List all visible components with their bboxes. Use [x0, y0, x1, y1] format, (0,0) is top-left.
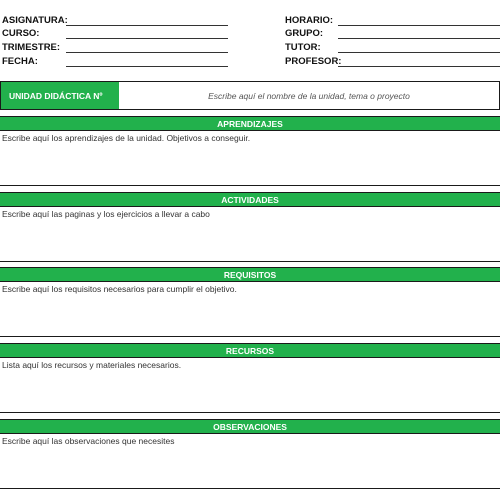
field-tutor — [285, 41, 321, 53]
profesor-label: PROFESOR: — [285, 56, 342, 67]
section-text-area[interactable]: Escribe aquí los aprendizajes de la unidad. Objetivos a conseguir. — [0, 131, 500, 186]
horario-label: HORARIO: — [285, 15, 334, 26]
curso-input-line[interactable] — [66, 38, 228, 39]
section-text-area[interactable]: Escribe aquí las paginas y los ejercicios a llevar a cabo — [0, 207, 500, 262]
section-text-area[interactable]: Escribe aquí los requisitos necesarios para cumplir el objetivo. — [0, 282, 500, 337]
unit-label: UNIDAD DIDÁCTICA Nº — [1, 82, 119, 109]
asignatura-input-line[interactable] — [66, 25, 228, 26]
section-title: APRENDIZAJES — [0, 116, 500, 131]
unit-name-field[interactable]: Escribe aquí el nombre de la unidad, tema o proyecto — [208, 90, 410, 101]
section-title: ACTIVIDADES — [0, 192, 500, 207]
section-title: RECURSOS — [0, 343, 500, 358]
asignatura-label: ASIGNATURA: — [2, 15, 68, 26]
section-aprendizajes — [0, 116, 500, 186]
tutor-input-line[interactable] — [338, 52, 500, 53]
section-observaciones — [0, 419, 500, 489]
section-text-area[interactable]: Escribe aquí las observaciones que necesites — [0, 434, 500, 489]
grupo-label: GRUPO: — [285, 28, 323, 39]
field-horario — [285, 14, 333, 26]
section-text-area[interactable]: Lista aquí los recursos y materiales necesarios. — [0, 358, 500, 413]
fecha-label: FECHA: — [2, 56, 38, 67]
section-title: REQUISITOS — [0, 267, 500, 282]
curso-label: CURSO: — [2, 28, 40, 39]
section-title: OBSERVACIONES — [0, 419, 500, 434]
grupo-input-line[interactable] — [338, 38, 500, 39]
section-actividades — [0, 192, 500, 262]
fecha-input-line[interactable] — [66, 66, 228, 67]
tutor-label: TUTOR: — [285, 42, 321, 53]
unit-box — [0, 81, 500, 110]
horario-input-line[interactable] — [338, 25, 500, 26]
field-trimestre — [2, 41, 60, 53]
field-fecha — [2, 55, 38, 67]
section-requisitos — [0, 267, 500, 337]
field-curso — [2, 27, 39, 39]
section-recursos — [0, 343, 500, 413]
field-grupo — [285, 27, 323, 39]
trimestre-input-line[interactable] — [66, 52, 228, 53]
profesor-input-line[interactable] — [338, 66, 500, 67]
trimestre-label: TRIMESTRE: — [2, 42, 61, 53]
field-profesor — [285, 55, 341, 67]
field-asignatura — [2, 14, 68, 26]
